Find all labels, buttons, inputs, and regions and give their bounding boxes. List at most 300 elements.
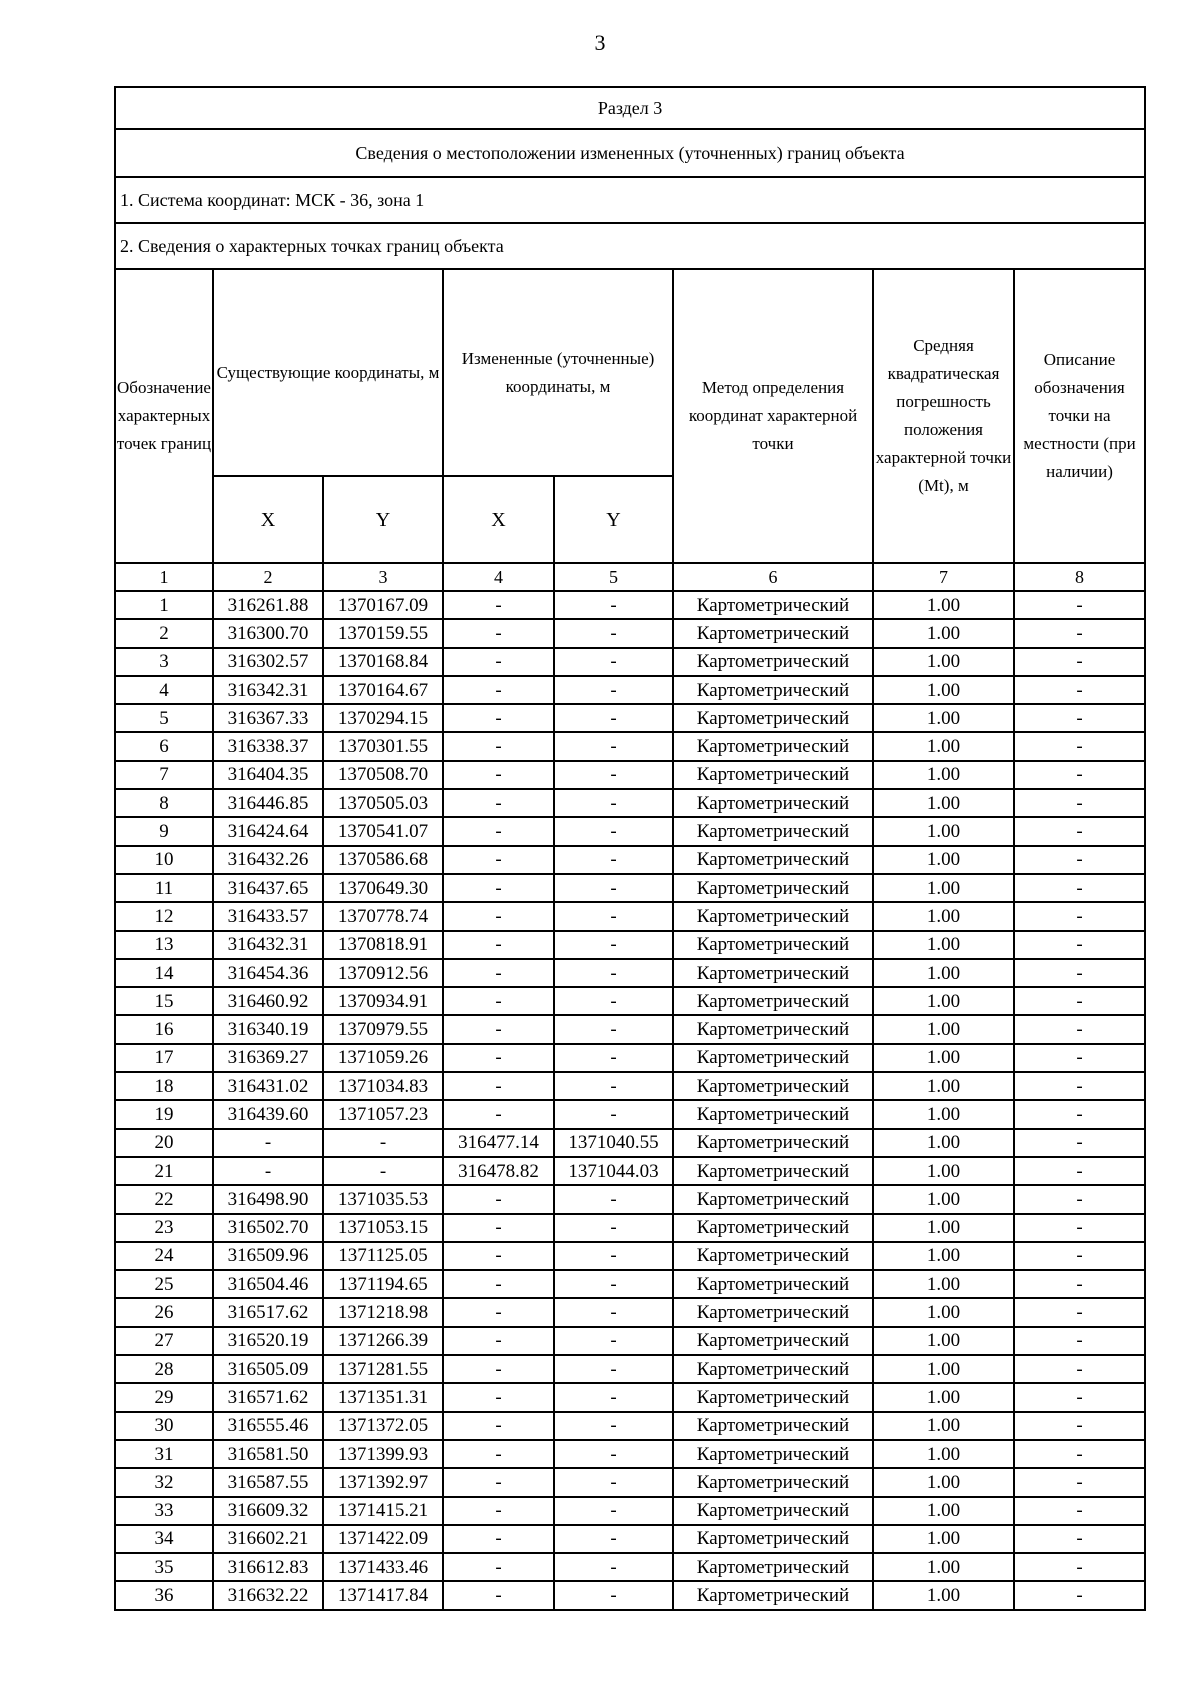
changed-y-cell: - [554,1044,673,1072]
table-row [115,1214,1145,1242]
column-numbers-row [115,563,1145,591]
table-row [115,676,1145,704]
method-cell: Картометрический [673,1497,873,1525]
existing-x-cell: 316367.33 [213,704,323,732]
description-cell: - [1014,591,1145,619]
description-cell: - [1014,1298,1145,1326]
existing-y-cell: 1370294.15 [323,704,443,732]
table-row [115,1185,1145,1213]
existing-x-cell: 316437.65 [213,874,323,902]
changed-x-cell: - [443,1412,554,1440]
existing-y-cell: 1371034.83 [323,1072,443,1100]
changed-y-cell: - [554,846,673,874]
error-cell: 1.00 [873,648,1014,676]
changed-y-cell: - [554,789,673,817]
error-cell: 1.00 [873,1185,1014,1213]
existing-x-cell: 316504.46 [213,1270,323,1298]
table-row [115,817,1145,845]
method-cell: Картометрический [673,1100,873,1128]
method-cell: Картометрический [673,761,873,789]
error-cell: 1.00 [873,931,1014,959]
description-cell: - [1014,1242,1145,1270]
existing-y-cell: 1371433.46 [323,1553,443,1581]
changed-x-cell: 316478.82 [443,1157,554,1185]
error-cell: 1.00 [873,1525,1014,1553]
existing-x-cell: 316609.32 [213,1497,323,1525]
table-row [115,1497,1145,1525]
changed-x-cell: - [443,591,554,619]
changed-y-cell: - [554,1015,673,1043]
existing-x-cell: 316340.19 [213,1015,323,1043]
description-cell: - [1014,1327,1145,1355]
method-cell: Картометрический [673,619,873,647]
changed-y-cell: - [554,1525,673,1553]
point-number-cell: 5 [115,704,213,732]
header-description: Описание обозначения точки на местности (при наличии) [1014,269,1145,563]
table-row [115,789,1145,817]
error-cell: 1.00 [873,1298,1014,1326]
point-number-cell: 28 [115,1355,213,1383]
boundary-points-table [114,86,1146,1611]
method-cell: Картометрический [673,902,873,930]
point-number-cell: 7 [115,761,213,789]
method-cell: Картометрический [673,676,873,704]
existing-y-cell: - [323,1129,443,1157]
existing-y-cell: 1370164.67 [323,676,443,704]
column-number: 8 [1014,563,1145,591]
method-cell: Картометрический [673,591,873,619]
description-cell: - [1014,789,1145,817]
point-number-cell: 20 [115,1129,213,1157]
changed-x-cell: - [443,704,554,732]
table-row [115,732,1145,760]
existing-x-cell: 316520.19 [213,1327,323,1355]
changed-y-cell: - [554,1298,673,1326]
existing-y-cell: 1370586.68 [323,846,443,874]
description-cell: - [1014,732,1145,760]
point-number-cell: 27 [115,1327,213,1355]
existing-x-cell: - [213,1157,323,1185]
point-number-cell: 29 [115,1383,213,1411]
error-cell: 1.00 [873,704,1014,732]
column-number: 6 [673,563,873,591]
changed-y-cell: - [554,732,673,760]
existing-x-cell: 316460.92 [213,987,323,1015]
changed-y-cell: - [554,1327,673,1355]
existing-y-cell: 1370541.07 [323,817,443,845]
description-cell: - [1014,1100,1145,1128]
existing-y-cell: - [323,1157,443,1185]
existing-x-cell: 316432.26 [213,846,323,874]
point-number-cell: 32 [115,1468,213,1496]
changed-x-cell: - [443,959,554,987]
error-cell: 1.00 [873,1412,1014,1440]
changed-x-cell: - [443,761,554,789]
existing-x-cell: 316587.55 [213,1468,323,1496]
changed-x-cell: - [443,1355,554,1383]
existing-x-cell: 316342.31 [213,676,323,704]
changed-y-cell: - [554,648,673,676]
changed-x-cell: - [443,817,554,845]
existing-x-cell: 316424.64 [213,817,323,845]
changed-x-cell: - [443,1298,554,1326]
method-cell: Картометрический [673,1185,873,1213]
error-cell: 1.00 [873,1157,1014,1185]
existing-y-cell: 1370508.70 [323,761,443,789]
existing-x-cell: 316432.31 [213,931,323,959]
point-number-cell: 26 [115,1298,213,1326]
point-number-cell: 21 [115,1157,213,1185]
error-cell: 1.00 [873,1355,1014,1383]
changed-x-cell: - [443,1044,554,1072]
method-cell: Картометрический [673,1072,873,1100]
existing-x-cell: 316498.90 [213,1185,323,1213]
description-cell: - [1014,874,1145,902]
error-cell: 1.00 [873,1129,1014,1157]
method-cell: Картометрический [673,1327,873,1355]
point-number-cell: 22 [115,1185,213,1213]
changed-x-cell: - [443,987,554,1015]
point-number-cell: 34 [115,1525,213,1553]
header-existing-x: X [213,476,323,563]
existing-x-cell: 316369.27 [213,1044,323,1072]
table-row [115,1468,1145,1496]
table-row [115,1440,1145,1468]
existing-y-cell: 1370505.03 [323,789,443,817]
existing-y-cell: 1371281.55 [323,1355,443,1383]
table-row [115,1298,1145,1326]
changed-x-cell: - [443,732,554,760]
existing-y-cell: 1371057.23 [323,1100,443,1128]
description-cell: - [1014,902,1145,930]
error-cell: 1.00 [873,1015,1014,1043]
changed-y-cell: - [554,1242,673,1270]
column-number: 4 [443,563,554,591]
existing-x-cell: 316571.62 [213,1383,323,1411]
changed-x-cell: - [443,1327,554,1355]
header-error: Средняя квадратическая погрешность положения характерной точки (Mt), м [873,269,1014,563]
existing-x-cell: 316302.57 [213,648,323,676]
coord-system: 1. Система координат: МСК - 36, зона 1 [115,177,1145,223]
existing-y-cell: 1370649.30 [323,874,443,902]
point-number-cell: 2 [115,619,213,647]
existing-x-cell: 316446.85 [213,789,323,817]
description-cell: - [1014,1129,1145,1157]
changed-y-cell: - [554,987,673,1015]
changed-y-cell: - [554,761,673,789]
description-cell: - [1014,1497,1145,1525]
points-title: 2. Сведения о характерных точках границ объекта [115,223,1145,269]
changed-y-cell: - [554,1497,673,1525]
point-number-cell: 31 [115,1440,213,1468]
changed-y-cell: - [554,1355,673,1383]
description-cell: - [1014,1072,1145,1100]
table-row [115,1525,1145,1553]
method-cell: Картометрический [673,1525,873,1553]
existing-y-cell: 1370912.56 [323,959,443,987]
existing-x-cell: 316581.50 [213,1440,323,1468]
existing-x-cell: 316509.96 [213,1242,323,1270]
changed-y-cell: - [554,959,673,987]
description-cell: - [1014,846,1145,874]
method-cell: Картометрический [673,732,873,760]
existing-y-cell: 1370159.55 [323,619,443,647]
existing-y-cell: 1371059.26 [323,1044,443,1072]
description-cell: - [1014,1440,1145,1468]
header-method: Метод определения координат характерной точки [673,269,873,563]
method-cell: Картометрический [673,1581,873,1609]
changed-y-cell: - [554,1440,673,1468]
existing-y-cell: 1371266.39 [323,1327,443,1355]
point-number-cell: 8 [115,789,213,817]
changed-y-cell: - [554,676,673,704]
header-changed-x: X [443,476,554,563]
error-cell: 1.00 [873,1214,1014,1242]
description-cell: - [1014,987,1145,1015]
description-cell: - [1014,817,1145,845]
changed-y-cell: 1371040.55 [554,1129,673,1157]
changed-y-cell: - [554,1383,673,1411]
changed-x-cell: - [443,1525,554,1553]
page-number: 3 [594,30,606,55]
description-cell: - [1014,931,1145,959]
table-row [115,1327,1145,1355]
method-cell: Картометрический [673,846,873,874]
changed-x-cell: - [443,648,554,676]
method-cell: Картометрический [673,1270,873,1298]
changed-x-cell: - [443,676,554,704]
error-cell: 1.00 [873,1044,1014,1072]
point-number-cell: 1 [115,591,213,619]
point-number-cell: 18 [115,1072,213,1100]
description-cell: - [1014,761,1145,789]
method-cell: Картометрический [673,1242,873,1270]
point-number-cell: 11 [115,874,213,902]
error-cell: 1.00 [873,846,1014,874]
existing-y-cell: 1371351.31 [323,1383,443,1411]
section-title: Раздел 3 [115,87,1145,129]
method-cell: Картометрический [673,1468,873,1496]
changed-y-cell: - [554,1214,673,1242]
error-cell: 1.00 [873,1553,1014,1581]
point-number-cell: 13 [115,931,213,959]
column-number: 2 [213,563,323,591]
description-cell: - [1014,1355,1145,1383]
point-number-cell: 16 [115,1015,213,1043]
description-cell: - [1014,1270,1145,1298]
table-row [115,1072,1145,1100]
existing-x-cell: 316433.57 [213,902,323,930]
column-number: 5 [554,563,673,591]
existing-y-cell: 1370301.55 [323,732,443,760]
existing-y-cell: 1371194.65 [323,1270,443,1298]
table-row [115,761,1145,789]
table-row [115,987,1145,1015]
existing-x-cell: 316300.70 [213,619,323,647]
error-cell: 1.00 [873,1440,1014,1468]
method-cell: Картометрический [673,1157,873,1185]
existing-y-cell: 1371218.98 [323,1298,443,1326]
method-cell: Картометрический [673,1553,873,1581]
changed-x-cell: - [443,789,554,817]
changed-x-cell: - [443,931,554,959]
error-cell: 1.00 [873,1072,1014,1100]
existing-x-cell: 316517.62 [213,1298,323,1326]
changed-y-cell: - [554,1468,673,1496]
description-cell: - [1014,1383,1145,1411]
error-cell: 1.00 [873,761,1014,789]
table-row [115,1100,1145,1128]
point-number-cell: 6 [115,732,213,760]
point-number-cell: 19 [115,1100,213,1128]
changed-x-cell: - [443,1468,554,1496]
table-row [115,874,1145,902]
table-row [115,704,1145,732]
point-number-cell: 14 [115,959,213,987]
changed-x-cell: 316477.14 [443,1129,554,1157]
existing-y-cell: 1370778.74 [323,902,443,930]
table-row [115,1242,1145,1270]
error-cell: 1.00 [873,1497,1014,1525]
error-cell: 1.00 [873,817,1014,845]
changed-y-cell: - [554,1185,673,1213]
method-cell: Картометрический [673,1355,873,1383]
description-cell: - [1014,1553,1145,1581]
existing-y-cell: 1371415.21 [323,1497,443,1525]
table-row [115,1015,1145,1043]
table-row [115,1044,1145,1072]
changed-y-cell: - [554,931,673,959]
method-cell: Картометрический [673,931,873,959]
method-cell: Картометрический [673,987,873,1015]
point-number-cell: 30 [115,1412,213,1440]
changed-x-cell: - [443,1383,554,1411]
method-cell: Картометрический [673,648,873,676]
table-row [115,591,1145,619]
error-cell: 1.00 [873,959,1014,987]
method-cell: Картометрический [673,1298,873,1326]
changed-x-cell: - [443,619,554,647]
method-cell: Картометрический [673,817,873,845]
method-cell: Картометрический [673,1044,873,1072]
changed-y-cell: - [554,591,673,619]
header-existing-y: Y [323,476,443,563]
column-number: 3 [323,563,443,591]
existing-x-cell: 316502.70 [213,1214,323,1242]
changed-x-cell: - [443,846,554,874]
changed-x-cell: - [443,1214,554,1242]
existing-y-cell: 1370168.84 [323,648,443,676]
description-cell: - [1014,676,1145,704]
point-number-cell: 17 [115,1044,213,1072]
existing-y-cell: 1371125.05 [323,1242,443,1270]
existing-x-cell: 316404.35 [213,761,323,789]
method-cell: Картометрический [673,1383,873,1411]
section-subtitle: Сведения о местоположении измененных (уточненных) границ объекта [115,129,1145,177]
changed-y-cell: 1371044.03 [554,1157,673,1185]
description-cell: - [1014,704,1145,732]
description-cell: - [1014,1015,1145,1043]
changed-x-cell: - [443,1242,554,1270]
error-cell: 1.00 [873,902,1014,930]
column-number: 1 [115,563,213,591]
description-cell: - [1014,1185,1145,1213]
existing-x-cell: - [213,1129,323,1157]
method-cell: Картометрический [673,789,873,817]
method-cell: Картометрический [673,704,873,732]
description-cell: - [1014,1525,1145,1553]
existing-y-cell: 1371399.93 [323,1440,443,1468]
changed-x-cell: - [443,1100,554,1128]
error-cell: 1.00 [873,874,1014,902]
error-cell: 1.00 [873,1100,1014,1128]
table-body [115,591,1145,1610]
existing-x-cell: 316338.37 [213,732,323,760]
table-row [115,619,1145,647]
existing-y-cell: 1371035.53 [323,1185,443,1213]
point-number-cell: 15 [115,987,213,1015]
description-cell: - [1014,1157,1145,1185]
method-cell: Картометрический [673,1129,873,1157]
method-cell: Картометрический [673,1440,873,1468]
changed-y-cell: - [554,902,673,930]
table-row [115,931,1145,959]
method-cell: Картометрический [673,1214,873,1242]
changed-y-cell: - [554,1553,673,1581]
error-cell: 1.00 [873,676,1014,704]
table-row [115,1355,1145,1383]
error-cell: 1.00 [873,1242,1014,1270]
existing-x-cell: 316632.22 [213,1581,323,1609]
description-cell: - [1014,1412,1145,1440]
changed-x-cell: - [443,1553,554,1581]
method-cell: Картометрический [673,1015,873,1043]
table-row [115,1553,1145,1581]
changed-y-cell: - [554,1270,673,1298]
changed-x-cell: - [443,902,554,930]
header-point-designation: Обозначение характерных точек границ [115,269,213,563]
point-number-cell: 25 [115,1270,213,1298]
existing-y-cell: 1371053.15 [323,1214,443,1242]
changed-y-cell: - [554,1412,673,1440]
existing-x-cell: 316612.83 [213,1553,323,1581]
existing-y-cell: 1371372.05 [323,1412,443,1440]
changed-y-cell: - [554,619,673,647]
changed-x-cell: - [443,1581,554,1609]
method-cell: Картометрический [673,959,873,987]
column-number: 7 [873,563,1014,591]
method-cell: Картометрический [673,1412,873,1440]
existing-x-cell: 316505.09 [213,1355,323,1383]
point-number-cell: 24 [115,1242,213,1270]
point-number-cell: 12 [115,902,213,930]
point-number-cell: 35 [115,1553,213,1581]
table-row [115,1129,1145,1157]
header-changed-coords: Измененные (уточненные) координаты, м [443,269,673,476]
existing-x-cell: 316555.46 [213,1412,323,1440]
point-number-cell: 4 [115,676,213,704]
existing-y-cell: 1371422.09 [323,1525,443,1553]
existing-y-cell: 1370934.91 [323,987,443,1015]
point-number-cell: 36 [115,1581,213,1609]
changed-x-cell: - [443,1185,554,1213]
changed-y-cell: - [554,1100,673,1128]
description-cell: - [1014,959,1145,987]
error-cell: 1.00 [873,789,1014,817]
changed-y-cell: - [554,704,673,732]
changed-x-cell: - [443,1440,554,1468]
existing-y-cell: 1371392.97 [323,1468,443,1496]
